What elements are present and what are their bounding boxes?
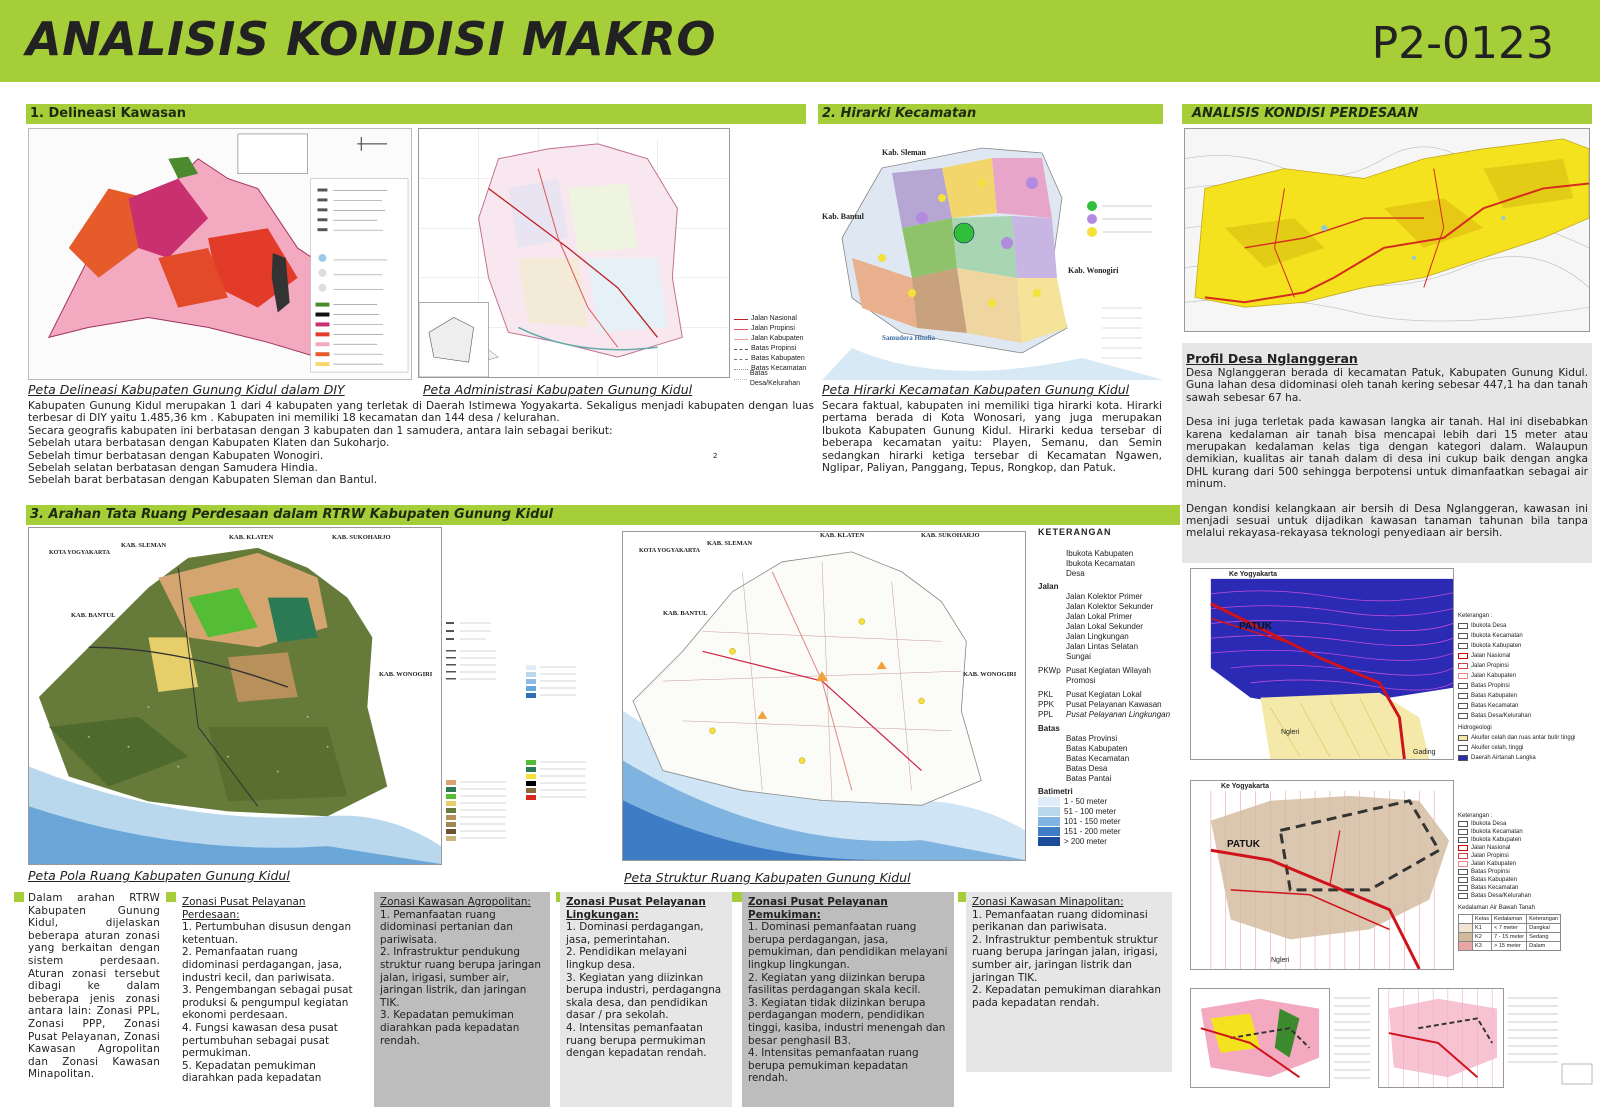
legend-row — [1458, 631, 1596, 641]
table-cell: Sedang — [1527, 933, 1561, 942]
legend-item: Pusat Pelayanan Kawasan — [1066, 700, 1162, 709]
legend-swatch — [1458, 693, 1468, 699]
map-small-legend-2 — [1508, 990, 1594, 1086]
hirarki-text: Secara faktual, kabupaten ini memiliki tiga hirarki kota. Hirarki pertama berada di Kota Wonosari, yang juga merupakan Ibukota Kabupaten Gunung Kidul. Hirarki kedua tersebar di beberapa kecamatan yaitu: Playen, Semanu, dan Semin sedangkan hirarki ketiga tersebar di Kecamatan Ngawen, Nglipar, Paliyan, Panggang, Tepus, Rongkop, dan Patuk. — [822, 400, 1162, 475]
legend-code: PPL — [1038, 710, 1054, 719]
map-desa-small-2 — [1378, 988, 1504, 1088]
legend-label: Jalan Nasional — [751, 315, 797, 322]
map-label: PATUK — [1227, 839, 1260, 850]
zonasi-item: 2. Pemanfaatan ruang didominasi perdagangan, jasa, industri kecil, dan pariwisata. — [182, 946, 343, 984]
legend-label: Jalan Kabupaten — [1471, 861, 1517, 867]
struktur-legend — [1038, 527, 1178, 847]
legend-swatch — [1458, 861, 1468, 867]
legend-row — [1458, 743, 1596, 753]
legend-label: Jalan Kabupaten — [1471, 672, 1517, 679]
paragraph: Secara geografis kabupaten ini berbatasan dengan 3 kabupaten dan 1 samudera, antara lain sebagai berikut: — [28, 424, 613, 437]
legend-row — [1458, 860, 1596, 868]
legend-row — [734, 314, 814, 324]
paragraph: Desa Nglanggeran berada di kecamatan Patuk, Kabupaten Gunung Kidul. Guna lahan desa didominasi oleh tanah kering sebesar 447,1 ha dan tanah sawah sebesar 67 ha. — [1186, 367, 1588, 404]
legend-label: Jalan Nasional — [1471, 845, 1511, 851]
legend-code: PPK — [1038, 700, 1055, 709]
legend-row — [1458, 621, 1596, 631]
legend-label: Jalan Kabupaten — [751, 335, 804, 342]
legend-label: Batas Kecamatan — [1471, 702, 1519, 709]
legend-heading: Keterangan : — [1458, 813, 1493, 819]
legend-code-row — [1038, 666, 1178, 686]
legend-label: Batas Kecamatan — [751, 365, 807, 372]
map-label: PATUK — [1239, 621, 1272, 632]
zonasi-item: 1. Pertumbuhan disusun dengan ketentuan. — [182, 921, 352, 946]
legend-item: Desa — [1066, 569, 1085, 578]
legend-row — [1458, 651, 1596, 661]
legend-label: Jalan Nasional — [1471, 652, 1511, 659]
legend-heading: KETERANGAN — [1038, 527, 1112, 537]
desa-legend-b — [1458, 812, 1596, 951]
bullet-marker — [166, 892, 176, 902]
sheet-code: P2-0123 — [1371, 18, 1554, 69]
legend-row — [1458, 884, 1596, 892]
legend-item: 101 - 150 meter — [1064, 817, 1121, 826]
legend-swatch — [1458, 893, 1468, 899]
table-header: Keterangan — [1527, 915, 1561, 924]
legend-swatch — [1458, 673, 1468, 679]
legend-label: Batas Kecamatan — [1471, 885, 1519, 891]
bullet-marker — [732, 892, 742, 902]
legend-row — [734, 354, 814, 364]
legend-label: Ibukota Kecamatan — [1471, 632, 1523, 639]
line-swatch — [734, 379, 747, 380]
pola-legend — [446, 610, 596, 850]
legend-item: Batas Kecamatan — [1066, 754, 1130, 763]
zonasi-column — [176, 892, 362, 1107]
legend-row — [1458, 892, 1596, 900]
table-row — [1459, 924, 1561, 933]
zonasi-item: 3. Kegiatan tidak diizinkan berupa perdagangan modern, pendidikan tinggi, kasiba, industri menengah dan besar penghasil B3. — [748, 996, 946, 1047]
line-swatch — [734, 349, 748, 350]
legend-item: Batas Kabupaten — [1066, 744, 1128, 753]
legend-swatch — [1458, 885, 1468, 891]
paragraph: Dengan kondisi kelangkaan air bersih di Desa Nglanggeran, kawasan ini menjadi sesuai untuk dijadikan kawasan tanaman tahunan bila tanpa melalui rekayasa-rekayasa teknologi penyediaan air bersih. — [1186, 502, 1588, 540]
zonasi-item: 2. Infrastruktur pembentuk struktur ruang berupa jaringan jalan, irigasi, sumber air, jaringan listrik dan jaringan TIK. — [972, 933, 1158, 984]
map-desa-small-1 — [1190, 988, 1330, 1088]
legend-swatch — [1458, 703, 1468, 709]
legend-row — [1458, 844, 1596, 852]
legend-item: 51 - 100 meter — [1064, 807, 1117, 816]
zonasi-title: Zonasi Pusat Pelayanan Pemukiman: — [748, 896, 888, 921]
legend-label: Batas Propinsi — [1471, 869, 1510, 875]
map-label: KAB. BANTUL — [71, 612, 116, 619]
zonasi-item: 2. Infrastruktur pendukung struktur ruang berupa jaringan jalan, irigasi, sumber air, jaringan listrik, dan jaringan TIK. — [380, 946, 541, 1009]
zonasi-item: 2. Kepadatan pemukiman diarahkan pada kepadatan rendah. — [972, 984, 1161, 1009]
table-row — [1459, 942, 1561, 951]
legend-heading: Keterangan : — [1458, 613, 1493, 619]
table-header-row — [1459, 915, 1561, 924]
map-desa-hidrogeologi — [1190, 568, 1454, 760]
legend-item: Ibukota Kecamatan — [1066, 559, 1135, 568]
map-label: Ke Yogyakarta — [1229, 571, 1277, 578]
zonasi-column — [742, 892, 954, 1107]
zonasi-column — [560, 892, 732, 1107]
zonasi-title: Zonasi Kawasan Minapolitan: — [972, 896, 1124, 908]
paragraph: Sebelah selatan berbatasan dengan Samudera Hindia. — [28, 462, 318, 475]
map-perdesaan — [1184, 128, 1590, 332]
map-label: KAB. WONOGIRI — [379, 671, 433, 678]
page-title: ANALISIS KONDISI MAKRO — [26, 12, 716, 66]
legend-item: Jalan Kolektor Sekunder — [1066, 602, 1154, 611]
legend-row — [1458, 661, 1596, 671]
legend-row — [1458, 733, 1596, 743]
legend-item: Pusat Kegiatan Lokal — [1066, 690, 1142, 699]
zonasi-title: Zonasi Pusat Pelayanan Perdesaan: — [182, 896, 306, 921]
legend-swatch — [1458, 837, 1468, 843]
bathy-swatch — [1038, 807, 1060, 816]
zonasi-item: 2. Pendidikan melayani lingkup desa. — [566, 946, 687, 971]
legend-label: Ibukota Desa — [1471, 821, 1507, 827]
legend-code-row — [1038, 690, 1178, 700]
paragraph: Desa ini juga terletak pada kawasan langka air tanah. Hal ini disebabkan karena kedalaman air tanah bisa mencapai lebih dari 15 meter atau merupakan kedalaman kelas tiga dengan kategori dalam. Walaupun demikian, kualitas air tanah dalam di desa ini cukup baik dengan angka DHL kurang dari 500 sehingga berpotensi untuk dimanfaatkan sebagai air minum. — [1186, 416, 1588, 491]
table-cell: K3 — [1473, 942, 1492, 951]
caption-struktur: Peta Struktur Ruang Kabupaten Gunung Kidul — [624, 870, 911, 885]
table-cell: K1 — [1473, 924, 1492, 933]
legend-item: 1 - 50 meter — [1064, 797, 1108, 806]
map-label: Ke Yogyakarta — [1221, 783, 1269, 790]
legend-label: Batas Kabupaten — [751, 355, 805, 362]
legend-label: Batas Desa/Kelurahan — [1471, 893, 1532, 899]
legend-row — [1458, 876, 1596, 884]
map-label: Ngleri — [1271, 957, 1290, 964]
legend-row — [1458, 868, 1596, 876]
line-swatch — [734, 329, 748, 330]
line-swatch — [734, 319, 748, 320]
legend-swatch — [1458, 633, 1468, 639]
caption-administrasi: Peta Administrasi Kabupaten Gunung Kidul — [423, 382, 693, 397]
legend-swatch — [1458, 683, 1468, 689]
legend-item: Ibukota Kabupaten — [1066, 549, 1134, 558]
line-swatch — [734, 369, 748, 370]
map-label: Kab. Bantul — [822, 212, 864, 221]
legend-label: Ibukota Kabupaten — [1471, 837, 1522, 843]
legend-row — [1458, 711, 1596, 721]
legend-label: Batas Desa/Kelurahan — [749, 370, 801, 387]
zonasi-item: 3. Kepadatan pemukiman diarahkan pada kepadatan rendah. — [380, 1009, 520, 1047]
legend-code: PKWp — [1038, 666, 1061, 675]
legend-code: PKL — [1038, 690, 1054, 699]
legend-label: Daerah Airtanah Langka — [1471, 754, 1536, 761]
legend-row — [1458, 641, 1596, 651]
delineasi-text — [28, 400, 814, 487]
page-marker: 2 — [713, 452, 718, 460]
legend-label: Batas Kabupaten — [1471, 692, 1518, 699]
legend-swatch — [1458, 869, 1468, 875]
profil-title: Profil Desa Nglanggeran — [1186, 351, 1358, 366]
table-header: Kedalaman — [1492, 915, 1527, 924]
caption-hirarki: Peta Hirarki Kecamatan Kabupaten Gunung Kidul — [822, 382, 1130, 397]
legend-label: Jalan Propinsi — [1471, 662, 1509, 669]
zonasi-item: 2. Kegiatan yang diizinkan berupa fasilitas perdagangan skala kecil. — [748, 971, 926, 997]
paragraph: Sebelah timur berbatasan dengan Kabupaten Wonogiri. — [28, 449, 324, 462]
table-swatch — [1459, 933, 1473, 942]
legend-row — [1038, 827, 1178, 837]
zonasi-item: 1. Dominasi pemanfaatan ruang berupa perdagangan, jasa, pemukiman, dan pendidikan melayani lingkup lingkungan. — [748, 921, 948, 971]
paragraph: Kabupaten Gunung Kidul merupakan 1 dari 4 kabupaten yang terletak di Daerah Istimewa Yogyakarta. Sekaligus menjadi kabupaten dengan luas terbesar di DIY yaitu 1.485,36 km . Kabupaten ini memiliki 18 kecamatan dan 144 desa / kelurahan. — [28, 400, 814, 425]
legend-label: Ibukota Kecamatan — [1471, 829, 1523, 835]
legend-label: Batas Desa/Kelurahan — [1471, 712, 1532, 719]
legend-swatch — [1458, 663, 1468, 669]
legend-swatch — [1458, 853, 1468, 859]
bathy-swatch — [1038, 797, 1060, 806]
legend-item: Jalan Lingkungan — [1066, 632, 1129, 641]
legend-swatch — [1458, 877, 1468, 883]
map-label: KAB. KLATEN — [229, 534, 274, 541]
bathy-swatch — [1038, 827, 1060, 836]
section-bar-arahan: 3. Arahan Tata Ruang Perdesaan dalam RTRW Kabupaten Gunung Kidul — [26, 505, 1180, 525]
zonasi-column — [966, 892, 1172, 1072]
map-hirarki — [822, 128, 1164, 380]
map-struktur-ruang — [622, 531, 1026, 861]
legend-code-row — [1038, 700, 1178, 710]
table-cell: Dangkal — [1527, 924, 1561, 933]
line-swatch — [734, 359, 748, 360]
legend-swatch — [1458, 755, 1468, 761]
profil-text — [1186, 367, 1588, 540]
legend-row — [1458, 836, 1596, 844]
zonasi-item: 1. Pemanfaatan ruang didominasi pertanian dan pariwisata. — [380, 908, 513, 946]
map-label: KOTA YOGYAKARTA — [49, 550, 110, 556]
legend-item: Jalan Lokal Primer — [1066, 612, 1133, 621]
legend-label: Batas Propinsi — [1471, 682, 1510, 689]
map-label: KAB. SLEMAN — [707, 540, 753, 547]
legend-swatch — [1458, 713, 1468, 719]
caption-delineasi: Peta Delineasi Kabupaten Gunung Kidul dalam DIY — [28, 382, 345, 397]
legend-item: > 200 meter — [1064, 837, 1107, 846]
section-bar-delineasi: 1. Delineasi Kawasan — [26, 104, 806, 124]
map-label: KOTA YOGYAKARTA — [639, 548, 700, 554]
legend-item: Sungai — [1066, 652, 1091, 661]
legend-row — [1458, 671, 1596, 681]
legend-subheading: Batimetri — [1038, 787, 1073, 796]
zonasi-item: 5. Kepadatan pemukiman diarahkan pada kepadatan — [182, 1059, 322, 1085]
legend-item: Jalan Kolektor Primer — [1066, 592, 1143, 601]
paragraph: Sebelah barat berbatasan dengan Kabupaten Sleman dan Bantul. — [28, 474, 378, 487]
admin-legend — [734, 314, 814, 387]
legend-label: Akuifer celah, tinggi — [1471, 744, 1524, 751]
legend-swatch — [1458, 829, 1468, 835]
legend-code-row — [1038, 710, 1178, 720]
table-row — [1459, 933, 1561, 942]
legend-row — [1038, 807, 1178, 817]
zonasi-item: 4. Intensitas pemanfaatan ruang berupa pemukiman kepadatan rendah. — [748, 1047, 919, 1085]
legend-row — [1458, 701, 1596, 711]
map-label: KAB. KLATEN — [820, 532, 865, 539]
legend-row — [1458, 753, 1596, 763]
paragraph: Sebelah utara berbatasan dengan Kabupaten Klaten dan Sukoharjo. — [28, 437, 390, 450]
legend-swatch — [1458, 821, 1468, 827]
zonasi-item: 4. Intensitas pemanfaatan ruang berupa permukiman dengan kepadatan rendah. — [566, 1021, 707, 1060]
map-label: Kab. Wonogiri — [1068, 266, 1119, 275]
bathy-swatch — [1038, 837, 1060, 846]
map-label: KAB. WONOGIRI — [963, 671, 1017, 678]
legend-subheading: Batas — [1038, 724, 1060, 733]
legend-label: Ibukota Kabupaten — [1471, 642, 1522, 649]
legend-item: Batas Pantai — [1066, 774, 1112, 783]
map-label: Gading — [1413, 749, 1436, 756]
legend-item: Pusat Kegiatan Wilayah Promosi — [1066, 666, 1151, 685]
legend-label: Akuifer celah dan ruas antar butir tinggi — [1471, 734, 1576, 741]
bullet-marker — [14, 892, 24, 902]
legend-item: Batas Desa — [1066, 764, 1108, 773]
map-label: Samudera Hindia — [882, 334, 936, 342]
legend-row — [1458, 820, 1596, 828]
map-label: KAB. BANTUL — [663, 610, 708, 617]
legend-subheading: Hidrogeologi — [1458, 725, 1492, 731]
legend-item: Pusat Pelayanan Lingkungan — [1066, 710, 1171, 719]
legend-subheading: Jalan — [1038, 582, 1059, 591]
legend-row — [1458, 852, 1596, 860]
zonasi-item: 1. Pemanfaatan ruang didominasi perikanan dan pariwisata. — [972, 908, 1148, 934]
header-bar — [0, 0, 1600, 82]
legend-row — [734, 324, 814, 334]
map-administrasi — [418, 128, 730, 378]
table-cell: Dalam — [1527, 942, 1561, 951]
caption-pola: Peta Pola Ruang Kabupaten Gunung Kidul — [28, 868, 290, 883]
legend-item: Batas Provinsi — [1066, 734, 1118, 743]
legend-label: Batas Kabupaten — [1471, 877, 1518, 883]
legend-label: Ibukota Desa — [1471, 622, 1507, 629]
table-swatch — [1459, 924, 1473, 933]
zonasi-title: Zonasi Kawasan Agropolitan: — [380, 896, 531, 908]
legend-row — [1458, 691, 1596, 701]
legend-swatch — [1458, 735, 1468, 741]
zonasi-title: Zonasi Pusat Pelayanan Lingkungan: — [566, 896, 706, 921]
map-label: KAB. SLEMAN — [121, 542, 167, 549]
legend-row — [734, 344, 814, 354]
table-cell: > 15 meter — [1492, 942, 1527, 951]
table-header: Kelas — [1473, 915, 1492, 924]
map-label: KAB. SUKOHARJO — [921, 532, 980, 539]
legend-row — [1038, 837, 1178, 847]
legend-row — [734, 370, 814, 387]
map-small-legend-1 — [1334, 990, 1374, 1086]
legend-swatch — [1458, 643, 1468, 649]
kedalaman-table — [1458, 914, 1561, 951]
map-label: Ngleri — [1281, 729, 1300, 736]
map-desa-kedalaman — [1190, 780, 1454, 970]
legend-row — [1038, 817, 1178, 827]
zonasi-item: 1. Dominasi perdagangan, jasa, pemerintahan. — [566, 921, 704, 946]
legend-swatch — [1458, 845, 1468, 851]
section-bar-hirarki: 2. Hirarki Kecamatan — [818, 104, 1163, 124]
legend-label: Jalan Propinsi — [1471, 853, 1509, 859]
table-cell — [1459, 915, 1473, 924]
bathy-swatch — [1038, 817, 1060, 826]
map-pola-ruang — [28, 527, 442, 865]
zonasi-item: 4. Fungsi kawasan desa pusat pertumbuhan sebagai pusat permukiman. — [182, 1021, 338, 1060]
legend-item: 151 - 200 meter — [1064, 827, 1121, 836]
zonasi-column — [374, 892, 550, 1107]
legend-label: Jalan Propinsi — [751, 325, 795, 332]
map-label: Kab. Sleman — [882, 148, 927, 157]
legend-row — [734, 334, 814, 344]
desa-legend — [1458, 612, 1596, 763]
table-cell: K2 — [1473, 933, 1492, 942]
table-swatch — [1459, 942, 1473, 951]
legend-row — [1038, 797, 1178, 807]
kedalaman-title: Kedalaman Air Bawah Tanah — [1458, 905, 1535, 911]
legend-item: Jalan Lintas Selatan — [1066, 642, 1139, 651]
map-label: KAB. SUKOHARJO — [332, 534, 391, 541]
table-cell: < 7 meter — [1492, 924, 1527, 933]
legend-row — [1458, 681, 1596, 691]
legend-swatch — [1458, 745, 1468, 751]
zonasi-item: 3. Pengembangan sebagai pusat produksi & pengumpul kegiatan ekonomi perdesaan. — [182, 984, 353, 1022]
legend-item: Jalan Lokal Sekunder — [1066, 622, 1143, 631]
legend-swatch — [1458, 623, 1468, 629]
legend-swatch — [1458, 653, 1468, 659]
legend-label: Batas Propinsi — [751, 345, 797, 352]
zonasi-item: 3. Kegiatan yang diizinkan berupa industri, perdagangna skala desa, dan pendidikan dasar / pra sekolah. — [566, 971, 722, 1022]
zonasi-intro: Dalam arahan RTRW Kabupaten Gunung Kidul, dijelaskan beberapa aturan zonasi yang berkaitan dengan sistem perdesaan. Aturan zonasi tersebut dibagi ke dalam beberapa jenis zonasi antara lain: Zonasi PPL, Zonasi PPP, Zonasi Pusat Pelayanan, Zonasi Kawasan Agropolitan dan Zonasi Kawasan Minapolitan. — [28, 892, 160, 1081]
table-cell: 7 - 15 meter — [1492, 933, 1527, 942]
map-delineasi — [28, 128, 412, 380]
line-swatch — [734, 339, 748, 340]
section-bar-perdesaan: ANALISIS KONDISI PERDESAAN — [1182, 104, 1592, 124]
legend-row — [1458, 828, 1596, 836]
